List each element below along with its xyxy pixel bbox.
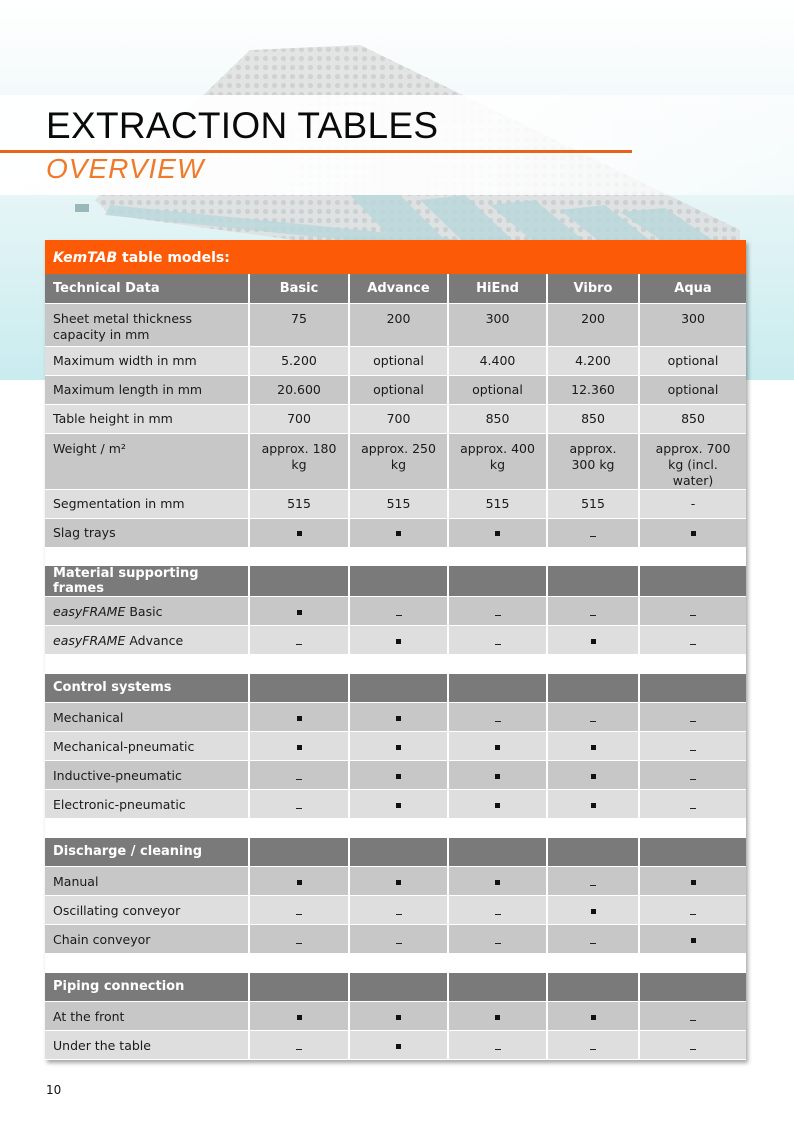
value-cell — [448, 1002, 547, 1031]
value-cell — [448, 925, 547, 954]
not-available-dash-icon — [495, 943, 501, 944]
row-label: Chain conveyor — [45, 925, 249, 954]
spacer-cell — [349, 954, 448, 973]
value-cell — [547, 1031, 639, 1060]
header-blank-cell — [448, 566, 547, 597]
value-cell: 515 — [249, 489, 349, 518]
value-cell — [249, 896, 349, 925]
not-available-dash-icon — [296, 1049, 302, 1050]
value-cell: - — [639, 489, 746, 518]
value-cell: 850 — [547, 404, 639, 433]
available-mark-icon — [297, 716, 302, 721]
value-cell — [547, 790, 639, 819]
section-spacer — [45, 819, 746, 838]
table-row — [45, 1002, 746, 1031]
value-cell: 5.200 — [249, 346, 349, 375]
value-cell — [639, 597, 746, 626]
value-cell — [547, 703, 639, 732]
spacer-cell — [45, 655, 249, 674]
not-available-dash-icon — [396, 914, 402, 915]
not-available-dash-icon — [396, 615, 402, 616]
value-cell — [349, 732, 448, 761]
value-cell: approx. 250 kg — [349, 433, 448, 489]
table-models-panel — [45, 240, 746, 1060]
not-available-dash-icon — [296, 808, 302, 809]
header-blank-cell — [448, 838, 547, 867]
value-cell — [639, 896, 746, 925]
value-cell: optional — [349, 346, 448, 375]
not-available-dash-icon — [690, 914, 696, 915]
value-cell — [249, 761, 349, 790]
value-cell — [547, 896, 639, 925]
row-label: Slag trays — [45, 518, 249, 547]
value-cell — [639, 925, 746, 954]
row-label: Maximum width in mm — [45, 346, 249, 375]
value-cell — [639, 703, 746, 732]
header-blank-cell — [249, 674, 349, 703]
not-available-dash-icon — [690, 615, 696, 616]
not-available-dash-icon — [590, 885, 596, 886]
spacer-cell — [448, 954, 547, 973]
not-available-dash-icon — [396, 943, 402, 944]
column-header-vibro: Vibro — [547, 274, 639, 303]
value-cell: 4.400 — [448, 346, 547, 375]
available-mark-icon — [396, 1044, 401, 1049]
value-cell — [547, 626, 639, 655]
not-available-dash-icon — [495, 721, 501, 722]
table-row — [45, 867, 746, 896]
section-heading: Technical Data — [45, 274, 249, 303]
value-cell: optional — [349, 375, 448, 404]
table-row — [45, 703, 746, 732]
value-cell: 200 — [547, 303, 639, 346]
header-blank-cell — [639, 973, 746, 1002]
spacer-cell — [249, 547, 349, 566]
page-number: 10 — [46, 1083, 62, 1097]
available-mark-icon — [591, 639, 596, 644]
row-label: Mechanical-pneumatic — [45, 732, 249, 761]
header-blank-cell — [249, 838, 349, 867]
not-available-dash-icon — [590, 536, 596, 537]
section-heading: Control systems — [45, 674, 249, 703]
table-row — [45, 346, 746, 375]
table-row — [45, 518, 746, 547]
table-row — [45, 489, 746, 518]
available-mark-icon — [396, 531, 401, 536]
value-cell — [639, 790, 746, 819]
header-blank-cell — [639, 838, 746, 867]
value-cell: 515 — [349, 489, 448, 518]
row-label: At the front — [45, 1002, 249, 1031]
not-available-dash-icon — [590, 943, 596, 944]
available-mark-icon — [297, 531, 302, 536]
table-row — [45, 732, 746, 761]
spacer-cell — [639, 655, 746, 674]
value-cell — [249, 1002, 349, 1031]
table-row — [45, 375, 746, 404]
spacer-cell — [547, 954, 639, 973]
available-mark-icon — [591, 803, 596, 808]
not-available-dash-icon — [690, 721, 696, 722]
available-mark-icon — [396, 1015, 401, 1020]
header-blank-cell — [639, 674, 746, 703]
table-row — [45, 303, 746, 346]
header-blank-cell — [448, 674, 547, 703]
available-mark-icon — [691, 531, 696, 536]
value-cell: 850 — [448, 404, 547, 433]
available-mark-icon — [691, 880, 696, 885]
table-row — [45, 1031, 746, 1060]
value-cell: 4.200 — [547, 346, 639, 375]
available-mark-icon — [691, 938, 696, 943]
value-cell: 515 — [547, 489, 639, 518]
not-available-dash-icon — [690, 644, 696, 645]
value-cell — [349, 867, 448, 896]
value-cell — [249, 703, 349, 732]
value-cell — [448, 896, 547, 925]
row-label: Maximum length in mm — [45, 375, 249, 404]
spacer-cell — [547, 655, 639, 674]
row-label: Table height in mm — [45, 404, 249, 433]
spacer-cell — [249, 655, 349, 674]
not-available-dash-icon — [495, 914, 501, 915]
value-cell — [639, 867, 746, 896]
value-cell — [349, 518, 448, 547]
row-label: Inductive-pneumatic — [45, 761, 249, 790]
value-cell: approx. 300 kg — [547, 433, 639, 489]
row-label-brand: easyFRAME — [53, 603, 126, 619]
row-label: Weight / m² — [45, 433, 249, 489]
comparison-table — [45, 274, 746, 1060]
spacer-cell — [349, 655, 448, 674]
value-cell — [448, 761, 547, 790]
column-header-basic: Basic — [249, 274, 349, 303]
table-row — [45, 433, 746, 489]
panel-header — [45, 240, 746, 274]
value-cell — [639, 626, 746, 655]
not-available-dash-icon — [590, 1049, 596, 1050]
value-cell — [639, 518, 746, 547]
row-label: Segmentation in mm — [45, 489, 249, 518]
value-cell — [349, 597, 448, 626]
row-label: Under the table — [45, 1031, 249, 1060]
available-mark-icon — [297, 745, 302, 750]
spacer-cell — [45, 547, 249, 566]
value-cell: approx. 400 kg — [448, 433, 547, 489]
spacer-cell — [448, 655, 547, 674]
column-header-advance: Advance — [349, 274, 448, 303]
table-row — [45, 597, 746, 626]
header-blank-cell — [547, 674, 639, 703]
value-cell — [448, 703, 547, 732]
value-cell — [349, 703, 448, 732]
not-available-dash-icon — [690, 1020, 696, 1021]
section-header-row — [45, 838, 746, 867]
value-cell — [349, 626, 448, 655]
available-mark-icon — [396, 745, 401, 750]
value-cell: 850 — [639, 404, 746, 433]
value-cell — [448, 626, 547, 655]
value-cell — [249, 867, 349, 896]
value-cell: approx. 180 kg — [249, 433, 349, 489]
column-header-hiend: HiEnd — [448, 274, 547, 303]
available-mark-icon — [495, 531, 500, 536]
available-mark-icon — [591, 745, 596, 750]
page-title: EXTRACTION TABLES — [46, 105, 439, 146]
value-cell: 20.600 — [249, 375, 349, 404]
available-mark-icon — [591, 909, 596, 914]
not-available-dash-icon — [590, 615, 596, 616]
value-cell — [349, 790, 448, 819]
header-blank-cell — [249, 973, 349, 1002]
available-mark-icon — [396, 716, 401, 721]
available-mark-icon — [495, 774, 500, 779]
not-available-dash-icon — [590, 721, 596, 722]
not-available-dash-icon — [495, 615, 501, 616]
value-cell — [249, 597, 349, 626]
header-blank-cell — [349, 674, 448, 703]
available-mark-icon — [495, 1015, 500, 1020]
spacer-cell — [639, 819, 746, 838]
value-cell — [249, 790, 349, 819]
available-mark-icon — [396, 774, 401, 779]
table-row — [45, 896, 746, 925]
spacer-cell — [547, 819, 639, 838]
not-available-dash-icon — [690, 808, 696, 809]
available-mark-icon — [495, 745, 500, 750]
value-cell — [349, 925, 448, 954]
header-blank-cell — [349, 566, 448, 597]
value-cell — [249, 626, 349, 655]
value-cell — [639, 732, 746, 761]
table-row — [45, 925, 746, 954]
row-label — [45, 597, 249, 626]
value-cell — [249, 732, 349, 761]
header-blank-cell — [349, 973, 448, 1002]
value-cell: 12.360 — [547, 375, 639, 404]
value-cell — [448, 1031, 547, 1060]
value-cell: optional — [448, 375, 547, 404]
value-cell — [639, 761, 746, 790]
value-cell — [448, 790, 547, 819]
not-available-dash-icon — [495, 644, 501, 645]
value-cell — [448, 518, 547, 547]
value-cell — [547, 1002, 639, 1031]
table-row — [45, 626, 746, 655]
section-heading: Discharge / cleaning — [45, 838, 249, 867]
section-header-row — [45, 674, 746, 703]
not-available-dash-icon — [690, 1049, 696, 1050]
value-cell — [639, 1031, 746, 1060]
value-cell: 75 — [249, 303, 349, 346]
value-cell: 700 — [349, 404, 448, 433]
value-cell — [547, 867, 639, 896]
value-cell: 300 — [448, 303, 547, 346]
value-cell — [349, 1002, 448, 1031]
header-blank-cell — [547, 566, 639, 597]
value-cell — [249, 925, 349, 954]
header-blank-cell — [349, 838, 448, 867]
row-label: Oscillating conveyor — [45, 896, 249, 925]
value-cell: 700 — [249, 404, 349, 433]
not-available-dash-icon — [690, 750, 696, 751]
row-label: Mechanical — [45, 703, 249, 732]
value-cell: 300 — [639, 303, 746, 346]
not-available-dash-icon — [296, 644, 302, 645]
header-blank-cell — [639, 566, 746, 597]
value-cell — [547, 518, 639, 547]
header-blank-cell — [547, 838, 639, 867]
value-cell — [349, 1031, 448, 1060]
available-mark-icon — [591, 1015, 596, 1020]
row-label-brand: easyFRAME — [53, 632, 126, 648]
spacer-cell — [45, 954, 249, 973]
available-mark-icon — [297, 880, 302, 885]
available-mark-icon — [396, 880, 401, 885]
spacer-cell — [639, 954, 746, 973]
available-mark-icon — [297, 1015, 302, 1020]
value-cell — [249, 1031, 349, 1060]
section-spacer — [45, 547, 746, 566]
table-row — [45, 790, 746, 819]
table-row — [45, 761, 746, 790]
spacer-cell — [249, 819, 349, 838]
section-spacer — [45, 655, 746, 674]
section-heading: Material supporting frames — [45, 566, 249, 597]
value-cell — [448, 732, 547, 761]
header-blank-cell — [249, 566, 349, 597]
header-blank-cell — [448, 973, 547, 1002]
value-cell — [547, 925, 639, 954]
spacer-cell — [249, 954, 349, 973]
value-cell: optional — [639, 375, 746, 404]
value-cell: 200 — [349, 303, 448, 346]
value-cell: approx. 700 kg (incl. water) — [639, 433, 746, 489]
comparison-table-body — [45, 274, 746, 1060]
not-available-dash-icon — [296, 943, 302, 944]
panel-title: table models: — [117, 250, 230, 266]
spacer-cell — [639, 547, 746, 566]
column-header-aqua: Aqua — [639, 274, 746, 303]
row-label — [45, 626, 249, 655]
row-label: Manual — [45, 867, 249, 896]
value-cell — [547, 761, 639, 790]
header-blank-cell — [547, 973, 639, 1002]
table-row — [45, 404, 746, 433]
spacer-cell — [448, 547, 547, 566]
value-cell — [249, 518, 349, 547]
value-cell — [448, 597, 547, 626]
row-label: Sheet metal thickness capacity in mm — [45, 303, 249, 346]
spacer-cell — [45, 819, 249, 838]
available-mark-icon — [297, 610, 302, 615]
value-cell: optional — [639, 346, 746, 375]
not-available-dash-icon — [296, 779, 302, 780]
value-cell — [639, 1002, 746, 1031]
row-label-text: Advance — [125, 632, 184, 648]
available-mark-icon — [591, 774, 596, 779]
page-subtitle: OVERVIEW — [46, 153, 205, 184]
not-available-dash-icon — [690, 779, 696, 780]
value-cell — [448, 867, 547, 896]
not-available-dash-icon — [296, 914, 302, 915]
available-mark-icon — [396, 803, 401, 808]
row-label-text: Basic — [125, 603, 163, 619]
section-spacer — [45, 954, 746, 973]
row-label: Electronic-pneumatic — [45, 790, 249, 819]
panel-brand: KemTAB — [53, 250, 118, 266]
value-cell — [547, 732, 639, 761]
spacer-cell — [349, 819, 448, 838]
section-heading: Piping connection — [45, 973, 249, 1002]
available-mark-icon — [495, 880, 500, 885]
spacer-cell — [349, 547, 448, 566]
section-header-row — [45, 973, 746, 1002]
spacer-cell — [547, 547, 639, 566]
spacer-cell — [448, 819, 547, 838]
value-cell — [547, 597, 639, 626]
technical-data-header-row — [45, 274, 746, 303]
not-available-dash-icon — [495, 1049, 501, 1050]
available-mark-icon — [495, 803, 500, 808]
value-cell — [349, 896, 448, 925]
available-mark-icon — [396, 639, 401, 644]
value-cell: 515 — [448, 489, 547, 518]
value-cell — [349, 761, 448, 790]
section-header-row — [45, 566, 746, 597]
